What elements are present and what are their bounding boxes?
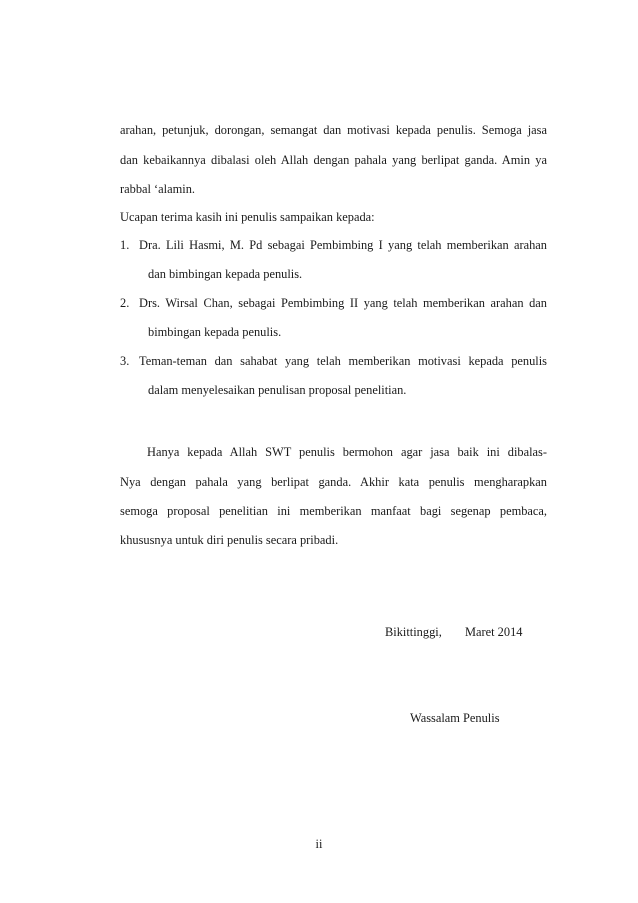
- paragraph-1-line-3: rabbal ‘alamin.: [120, 182, 195, 196]
- paragraph-2-line-3: semoga proposal penelitian ini memberikan manfaat bagi segenap pembaca,: [120, 504, 547, 518]
- signature-closing: Wassalam Penulis: [410, 711, 500, 725]
- paragraph-1-line-2: dan kebaikannya dibalasi oleh Allah dengan pahala yang berlipat ganda. Amin ya: [120, 153, 547, 167]
- list-item-3-number: 3.: [120, 354, 130, 368]
- list-item-3-line-1: Teman-teman dan sahabat yang telah memberikan motivasi kepada penulis: [139, 354, 547, 368]
- signature-place: Bikittinggi,: [385, 625, 442, 639]
- list-item-1-line-2: dan bimbingan kepada penulis.: [148, 267, 303, 281]
- list-item-2-line-1: Drs. Wirsal Chan, sebagai Pembimbing II yang telah memberikan arahan dan: [139, 296, 547, 310]
- list-item-2-line-2: bimbingan kepada penulis.: [148, 325, 282, 339]
- paragraph-2-line-2: Nya dengan pahala yang berlipat ganda. Akhir kata penulis mengharapkan: [120, 475, 547, 489]
- list-item-1-number: 1.: [120, 238, 130, 252]
- list-item-3-line-2: dalam menyelesaikan penulisan proposal penelitian.: [148, 383, 407, 397]
- acknowledgement-intro: Ucapan terima kasih ini penulis sampaikan kepada:: [120, 210, 375, 224]
- paragraph-2-line-1: Hanya kepada Allah SWT penulis bermohon agar jasa baik ini dibalas-: [147, 445, 547, 459]
- paragraph-1-line-1: arahan, petunjuk, dorongan, semangat dan motivasi kepada penulis. Semoga jasa: [120, 123, 547, 137]
- list-item-1-line-1: Dra. Lili Hasmi, M. Pd sebagai Pembimbing I yang telah memberikan arahan: [139, 238, 547, 252]
- signature-date: Maret 2014: [465, 625, 523, 639]
- page-number: ii: [315, 837, 323, 851]
- list-item-2-number: 2.: [120, 296, 130, 310]
- paragraph-2-line-4: khususnya untuk diri penulis secara pribadi.: [120, 533, 339, 547]
